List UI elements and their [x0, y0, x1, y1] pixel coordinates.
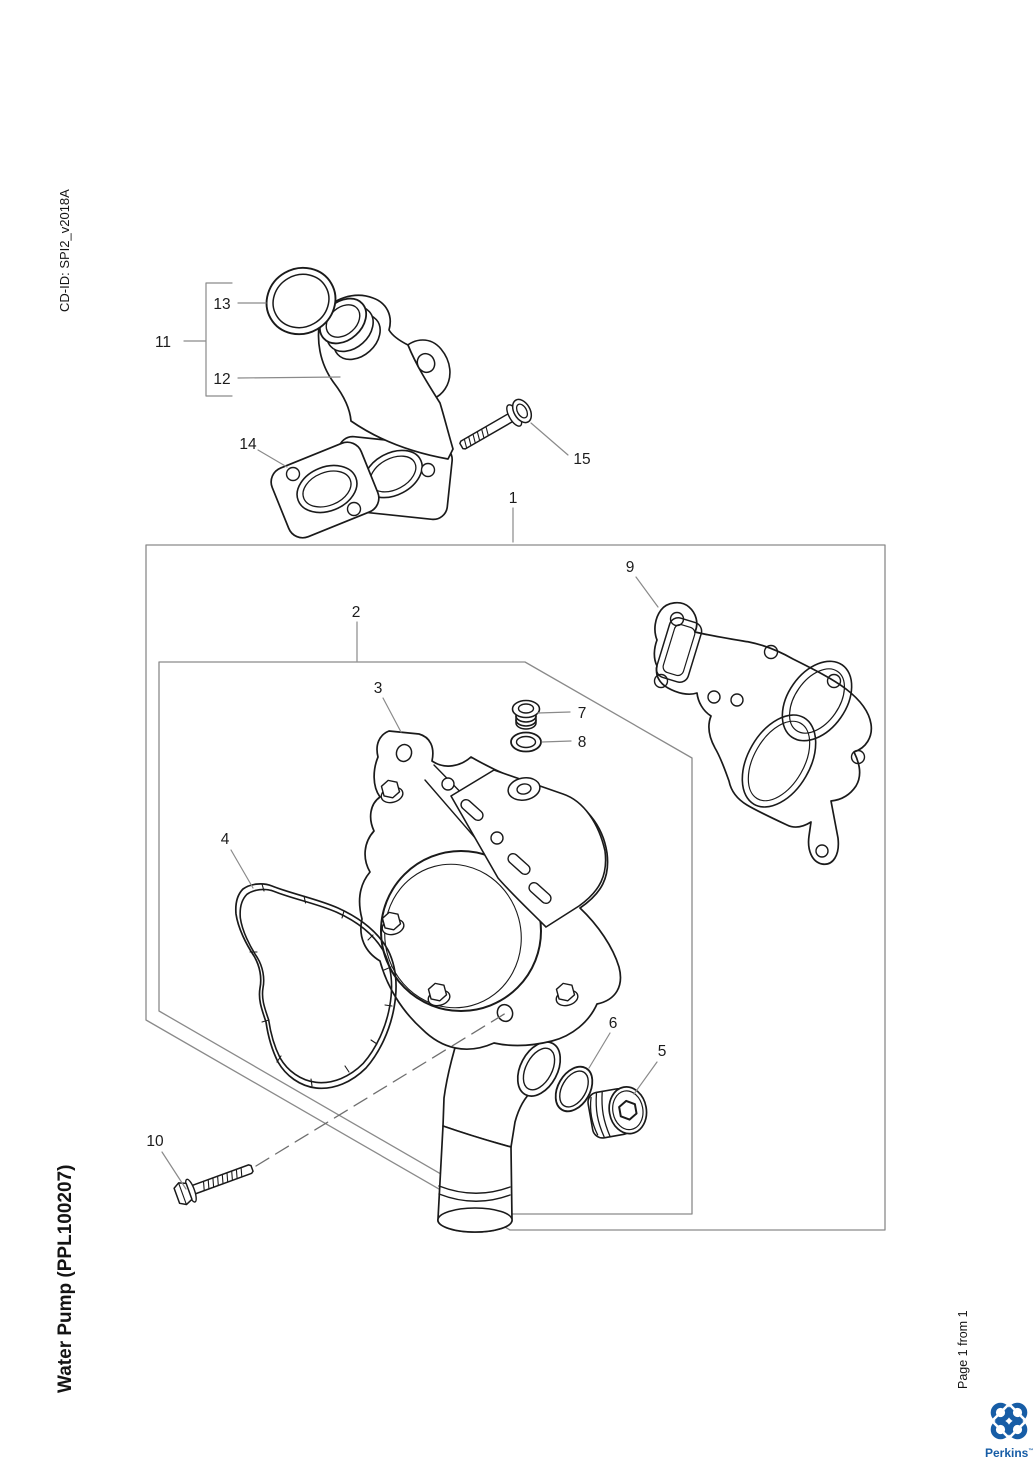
perkins-logo-icon [989, 1401, 1029, 1441]
callout-10: 10 [146, 1133, 164, 1150]
cd-id-text: CD-ID: SPI2_v2018A [57, 189, 72, 312]
callout-4: 4 [220, 831, 230, 848]
callout-13: 13 [213, 296, 231, 313]
part-threaded-plug [586, 1084, 650, 1140]
part-elbow-bolt [455, 396, 535, 457]
callout-5: 5 [657, 1043, 667, 1060]
callout-1: 1 [508, 490, 518, 507]
callout-8: 8 [577, 734, 587, 751]
part-water-pump-body [360, 731, 621, 1049]
callout-6: 6 [608, 1015, 618, 1032]
page-number-text: Page 1 from 1 [956, 1310, 970, 1389]
brand-name: Perkins™ [985, 1446, 1033, 1460]
part-backplate-gasket [654, 603, 871, 865]
callout-14: 14 [239, 436, 257, 453]
callout-15: 15 [573, 451, 591, 468]
part-vent-plug [513, 701, 540, 730]
brand-block [985, 1401, 1033, 1459]
part-cover-bolt [173, 1157, 256, 1207]
callout-12: 12 [213, 371, 231, 388]
callout-3: 3 [373, 680, 383, 697]
callout-2: 2 [351, 604, 361, 621]
page-title: Water Pump (PPL100207) [55, 1164, 76, 1393]
callout-9: 9 [625, 559, 635, 576]
callout-7: 7 [577, 705, 587, 722]
callout-11: 11 [154, 334, 172, 351]
part-sealing-washer [511, 733, 541, 752]
trademark-mark: ™ [1028, 1448, 1033, 1454]
